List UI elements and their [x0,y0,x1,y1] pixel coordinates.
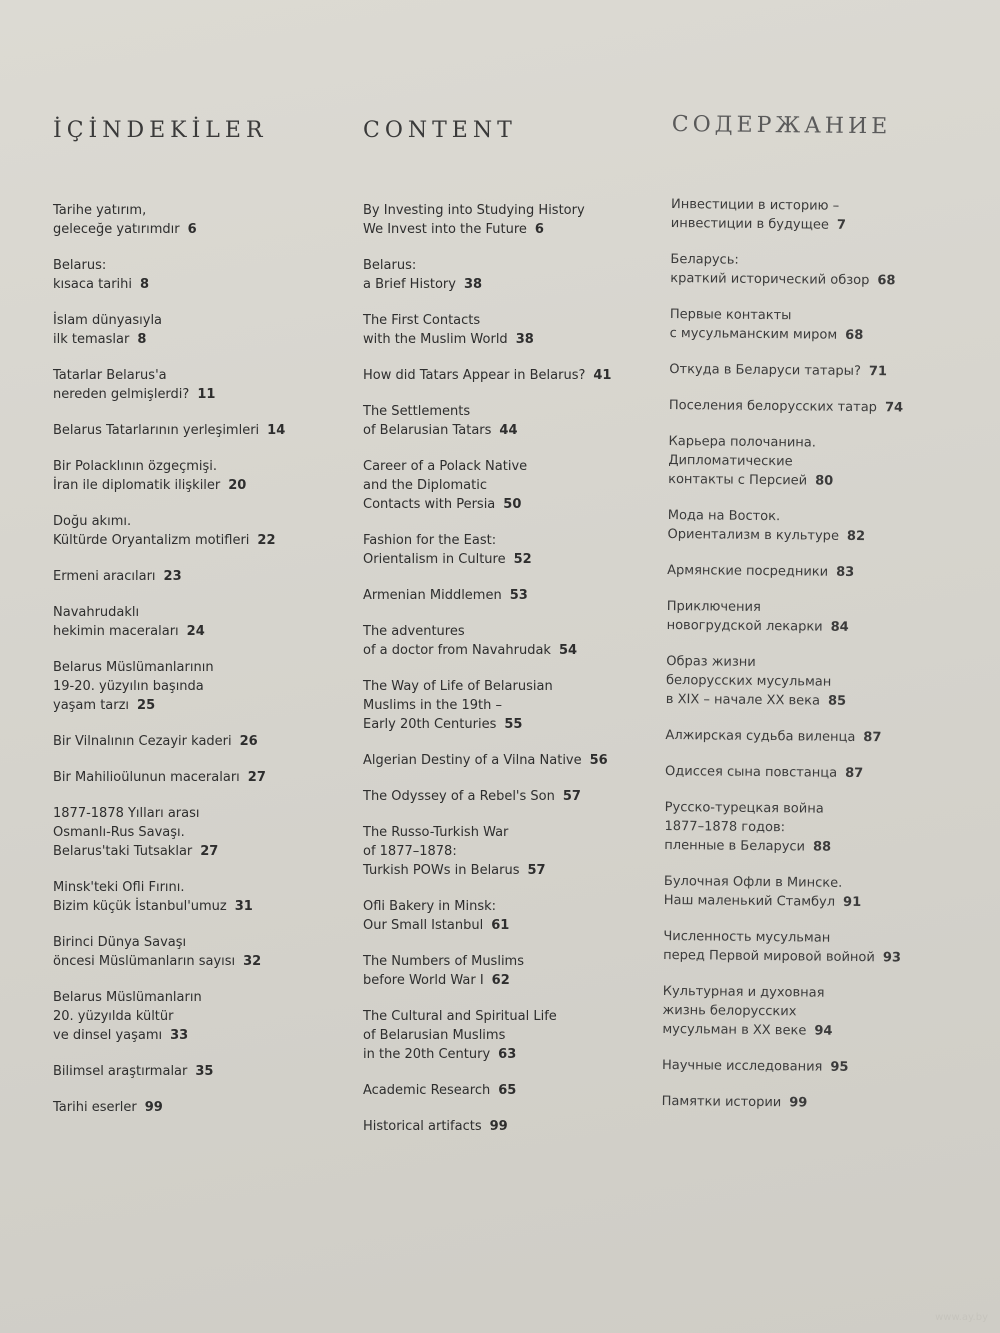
toc-entry [53,1098,333,1117]
toc-page-number: 54 [558,643,578,658]
toc-entry-title-line [363,916,653,935]
toc-entry [53,201,333,239]
toc-entry-title-line: of 1877–1878: [363,844,457,859]
toc-entry-title-line: Osmanlı-Rus Savaşı. [53,825,185,840]
toc-page-number: 61 [491,918,510,933]
toc-page-number: 32 [243,954,262,969]
toc-entry-title-line [363,330,653,349]
toc-entry-title-text: в XIX – начале XX века [665,691,821,709]
toc-entry [363,1081,653,1100]
toc-entry-title-text: geleceğe yatırımdır [53,222,180,237]
toc-entry-title-text: Поселения белорусских татар [668,397,878,416]
toc-entry-title-line: The Cultural and Spiritual Life [363,1009,557,1024]
toc-page-number: 74 [884,400,904,416]
toc-entry-title-line [363,861,653,880]
toc-entry-title-text: инвестиции в будущее [670,215,829,233]
toc-entry-title-text: with the Muslim World [363,332,508,347]
toc-page-number: 85 [827,693,847,709]
toc-page-number: 38 [463,277,483,292]
toc-entry-title-text: Kültürde Oryantalizm motifleri [53,533,250,548]
toc-entry-title-text: Bizim küçük İstanbul'umuz [53,899,227,914]
toc-page-number: 7 [836,217,847,233]
toc-entry-title-text: с мусульманским миром [669,325,838,343]
toc-entry-title-text: Tarihi eserler [53,1100,137,1115]
toc-entry [664,872,964,913]
toc-page-number: 8 [137,332,147,347]
toc-entry [667,561,967,583]
toc-entry-title-line [53,330,333,349]
toc-entry-title-text: Armenian Middlemen [363,588,502,603]
toc-page-number: 14 [267,423,286,438]
toc-page-number: 95 [830,1059,849,1075]
toc-entry [665,762,965,784]
toc-page-number: 52 [513,552,532,567]
toc-entry [663,927,963,968]
toc-entry-title-line: The Settlements [363,404,471,419]
toc-entry-title-text: of Belarusian Tatars [363,423,492,438]
toc-entry-title-text: Ermeni aracıları [53,569,156,584]
toc-entry-title-line [363,751,653,770]
toc-entry-title-line: The First Contacts [363,313,481,328]
toc-entry-title-line [671,214,971,236]
toc-entry-title-line [668,470,968,492]
toc-page-number: 24 [186,624,205,639]
toc-page-number: 25 [137,698,156,713]
toc-entry [363,366,653,385]
toc-entry-title-line [53,952,333,971]
toc-entry-title-text: Bir Mahilioülunun maceraları [53,770,240,785]
toc-entry-title-line: Первые контакты [669,306,792,324]
toc-entry [363,677,653,734]
toc-entry-title-line: 19-20. yüzyılın başında [53,679,204,694]
toc-entry [53,933,333,971]
toc-entry-list [53,201,333,1117]
toc-entry-title-line [363,275,653,294]
toc-entry-title-line [363,220,653,239]
toc-entry-title-line: Bir Polacklının özgeçmişi. [53,459,218,474]
toc-entry-title-line: Булочная Офли в Минске. [663,873,843,891]
toc-entry [53,421,333,440]
toc-entry-title-line [665,726,965,748]
toc-entry-title-line: Belarus: [53,258,107,273]
toc-entry-title-line [363,586,653,605]
toc-entry-title-text: İran ile diplomatik ilişkiler [53,478,221,493]
toc-entry-title-line [363,971,653,990]
toc-entry-title-line: Инвестиции в историю – [670,196,840,214]
toc-entry-title-line [53,696,333,715]
toc-entry [363,531,653,569]
toc-entry [53,658,333,715]
toc-entry-list [363,201,653,1136]
toc-entry-title-line [664,891,964,913]
toc-entry-title-line [666,690,966,712]
toc-page-number: 27 [200,844,219,859]
toc-entry-title-line [53,622,333,641]
toc-entry-title-text: Памятки истории [661,1093,782,1111]
toc-page-number: 91 [842,894,862,911]
toc-entry-title-line [363,641,653,660]
toc-entry-title-line: of Belarusian Muslims [363,1028,506,1043]
toc-entry-title-line: жизнь белорусских [662,1002,797,1020]
toc-entry [363,622,653,660]
toc-entry-title-text: Откуда в Беларуси татары? [669,361,861,379]
toc-page-number: 62 [491,973,510,988]
toc-entry-title-text: Bilimsel araştırmalar [53,1064,188,1079]
toc-entry [53,878,333,916]
toc-entry [668,432,969,492]
toc-entry-title-line [667,561,967,583]
toc-entry-title-line [667,616,967,638]
toc-entry-title-line: and the Diplomatic [363,478,487,493]
toc-entry [363,402,653,440]
toc-entry-title-line [667,525,967,547]
toc-column-russian [661,112,972,1131]
toc-entry-title-text: перед Первой мировой войной [663,947,875,966]
toc-entry-title-text: пленные в Беларуси [664,837,806,855]
toc-entry-title-line [662,1092,962,1114]
toc-page-number: 68 [845,327,864,344]
toc-entry-title-line: Belarus Müslümanların [53,990,202,1005]
toc-entry-title-line [53,732,333,751]
toc-entry-title-text: новогрудской лекарки [666,617,823,635]
toc-page-number: 23 [163,569,182,584]
toc-page-number: 44 [499,423,518,438]
toc-page-number: 31 [234,899,253,914]
toc-entry [363,1007,653,1064]
toc-entry-title-line: 20. yüzyılda kültür [53,1009,174,1024]
toc-page-number: 99 [489,1119,508,1134]
toc-entry-title-line [663,946,963,968]
toc-entry-title-line: Career of a Polack Native [363,459,528,474]
column-heading: СОДЕРЖАНИЕ [671,112,892,140]
toc-entry [667,506,967,547]
toc-page-number: 84 [830,619,849,635]
toc-entry-title-line: 1877–1878 годов: [664,818,786,836]
toc-entry-title-line: Ofli Bakery in Minsk: [363,899,497,914]
toc-entry-title-line [669,360,969,382]
toc-entry [662,1092,962,1114]
toc-entry-title-text: Наш маленький Стамбул [663,892,836,910]
toc-entry-title-text: before World War I [363,973,484,988]
toc-entry [363,897,653,935]
toc-entry [363,457,653,514]
toc-page-number: 6 [187,222,197,237]
toc-entry-title-text: Ориентализм в культуре [667,526,840,544]
watermark: www.ay.by [935,1312,988,1323]
toc-entry-title-line: Doğu akımı. [53,514,132,529]
toc-entry [53,512,333,550]
toc-entry-title-line [53,421,333,440]
toc-entry [53,603,333,641]
toc-entry-title-text: of a doctor from Navahrudak [363,643,551,658]
toc-page-number: 80 [815,473,834,489]
toc-page-number: 87 [845,765,864,782]
toc-entry [363,751,653,770]
toc-entry-title-line [363,495,653,514]
toc-page-number: 26 [239,734,258,749]
toc-entry [53,988,333,1045]
toc-page-number: 27 [247,770,266,785]
toc-entry [667,597,967,638]
toc-page-number: 88 [812,839,832,855]
toc-entry [53,256,333,294]
toc-page-number: 56 [589,753,608,768]
toc-entry-title-line: Birinci Dünya Savaşı [53,935,187,950]
toc-page-number: 22 [257,533,276,548]
toc-entry [53,1062,333,1081]
toc-page-number: 55 [504,717,523,732]
column-heading: İÇİNDEKİLER [53,118,268,143]
toc-entry-title-text: Turkish POWs in Belarus [363,863,520,878]
toc-entry-title-line [53,842,333,861]
toc-entry [53,311,333,349]
toc-page-number: 11 [197,387,216,402]
toc-page-number: 87 [863,730,882,746]
toc-entry-title-text: Early 20th Centuries [363,717,497,732]
toc-page-number: 65 [498,1083,517,1098]
toc-entry-title-text: nereden gelmişlerdi? [53,387,190,402]
toc-entry-title-text: We Invest into the Future [363,222,527,237]
toc-entry-title-line [53,531,333,550]
toc-entry-title-line: Minsk'teki Ofli Fırını. [53,880,185,895]
toc-entry-title-text: Our Small Istanbul [363,918,484,933]
toc-entry-title-text: ilk temaslar [53,332,130,347]
toc-entry-title-text: мусульман в XX веке [662,1021,807,1039]
toc-entry [363,311,653,349]
toc-page-number: 41 [593,368,612,383]
toc-entry-title-line [363,1045,653,1064]
toc-entry-title-line [665,762,965,784]
toc-entry [53,732,333,751]
toc-entry-title-line [662,1020,962,1042]
toc-entry-title-text: Historical artifacts [363,1119,482,1134]
toc-entry [671,195,971,236]
toc-page-number: 71 [868,364,888,380]
toc-entry-title-line [363,421,653,440]
toc-entry-title-line [670,324,970,346]
toc-entry [662,982,963,1042]
toc-entry-title-line [363,787,653,806]
toc-entry [53,457,333,495]
toc-entry [53,567,333,586]
toc-entry-title-line [662,1056,962,1078]
toc-entry-title-line [53,220,333,239]
toc-entry [669,360,969,382]
toc-page-number: 33 [170,1028,189,1043]
toc-entry-title-line [53,1026,333,1045]
toc-entry-title-line: The Way of Life of Belarusian [363,679,553,694]
toc-entry-title-line [53,1098,333,1117]
toc-entry [664,798,965,858]
toc-entry-title-line: 1877-1878 Yılları arası [53,806,200,821]
toc-entry-title-line: Русско-турецкая война [664,799,824,817]
toc-entry [666,652,967,712]
toc-entry-title-line: Беларусь: [670,251,739,268]
toc-entry-title-line [53,476,333,495]
toc-entry-list [662,195,972,1114]
toc-entry-title-line: İslam dünyasıyla [53,313,163,328]
toc-column-turkish [53,118,333,1134]
toc-entry [53,366,333,404]
toc-entry-title-line [53,275,333,294]
toc-entry-title-text: контакты с Персией [668,471,808,489]
toc-column-english [363,118,653,1153]
toc-entry-title-line: Muslims in the 19th – [363,698,502,713]
toc-page-number: 68 [877,273,896,289]
toc-entry [363,256,653,294]
toc-page-number: 99 [144,1100,163,1115]
toc-entry-title-line: Карьера полочанина. [668,433,816,451]
toc-entry-title-text: Belarus Tatarlarının yerleşimleri [53,423,260,438]
toc-entry-title-text: Belarus'taki Tutsaklar [53,844,193,859]
toc-entry-title-line: Belarus: [363,258,417,273]
toc-entry-title-text: Orientalism in Culture [363,552,506,567]
toc-entry-title-line: Дипломатические [668,452,793,470]
toc-page-number: 94 [814,1023,833,1039]
toc-entry [363,201,653,239]
toc-entry-title-line [53,768,333,787]
toc-entry-title-line: Культурная и духовная [662,983,825,1001]
toc-entry-title-line: Tatarlar Belarus'a [53,368,167,383]
toc-page-number: 35 [195,1064,214,1079]
toc-entry [662,1056,962,1078]
toc-entry-title-line: Численность мусульман [663,928,831,946]
toc-page-number: 82 [846,528,866,545]
toc-entry-title-line: Приключения [666,598,761,615]
toc-page-number: 8 [140,277,150,292]
toc-entry-title-text: kısaca tarihi [53,277,132,292]
column-heading: CONTENT [363,118,517,143]
toc-entry-title-line: Tarihe yatırım, [53,203,147,218]
toc-entry [53,804,333,861]
toc-entry-title-text: The Odyssey of a Rebel's Son [363,789,555,804]
toc-entry-title-line: Мода на Восток. [667,507,781,525]
toc-entry-title-line: Fashion for the East: [363,533,497,548]
toc-page-number: 63 [498,1047,517,1062]
toc-entry-title-line [669,396,969,418]
toc-entry-title-line [664,836,964,858]
toc-entry [363,952,653,990]
toc-entry-title-text: краткий исторический обзор [670,270,870,289]
toc-entry-title-line: The Numbers of Muslims [363,954,524,969]
toc-page-number: 38 [515,332,534,347]
toc-entry [363,1117,653,1136]
toc-entry-title-text: Одиссея сына повстанца [665,763,838,781]
toc-entry-title-text: a Brief History [363,277,456,292]
toc-entry-title-line: Образ жизни [666,653,756,670]
toc-page-number: 93 [882,950,902,966]
toc-entry-title-line [53,385,333,404]
toc-entry-title-text: Научные исследования [661,1057,823,1075]
toc-entry [363,823,653,880]
toc-entry-title-line [53,1062,333,1081]
toc-entry [363,787,653,806]
toc-entry [53,768,333,787]
toc-entry-title-text: hekimin maceraları [53,624,179,639]
toc-entry-title-line: белорусских мусульман [665,672,832,690]
toc-entry [669,396,969,418]
toc-entry-title-text: Армянские посредники [667,562,829,580]
toc-entry-title-line [670,269,970,291]
toc-page-number: 53 [509,588,528,603]
toc-entry [665,726,965,748]
toc-page-number: 20 [228,478,247,493]
toc-page-number: 57 [562,789,581,804]
toc-page-number: 99 [789,1095,808,1111]
toc-entry-title-line [53,897,333,916]
toc-entry-title-line [363,366,653,385]
toc-entry-title-line: By Investing into Studying History [363,203,585,218]
toc-entry-title-line [53,567,333,586]
toc-entry-title-line [363,715,653,734]
toc-page-number: 83 [836,564,855,580]
toc-entry-title-line: Belarus Müslümanlarının [53,660,214,675]
toc-entry [670,250,970,291]
toc-entry-title-text: yaşam tarzı [53,698,130,713]
toc-entry-title-line: Navahrudaklı [53,605,140,620]
toc-entry-title-line: The Russo-Turkish War [363,825,509,840]
toc-entry-title-text: Contacts with Persia [363,497,496,512]
toc-entry-title-line [363,1081,653,1100]
toc-entry-title-text: ve dinsel yaşamı [53,1028,163,1043]
toc-entry-title-text: How did Tatars Appear in Belarus? [363,368,586,383]
toc-entry [363,586,653,605]
toc-entry-title-text: Academic Research [363,1083,491,1098]
toc-entry-title-line: The adventures [363,624,465,639]
toc-page-number: 50 [503,497,522,512]
toc-entry-title-text: in the 20th Century [363,1047,491,1062]
toc-page-number: 6 [534,222,544,237]
toc-entry-title-text: Алжирская судьба виленца [665,727,856,745]
toc-entry-title-text: Bir Vilnalının Cezayir kaderi [53,734,232,749]
toc-entry-title-text: Algerian Destiny of a Vilna Native [363,753,582,768]
toc-page-number: 57 [527,863,546,878]
toc-entry [670,305,970,346]
toc-entry-title-text: öncesi Müslümanların sayısı [53,954,236,969]
toc-entry-title-line [363,1117,653,1136]
toc-entry-title-line [363,550,653,569]
